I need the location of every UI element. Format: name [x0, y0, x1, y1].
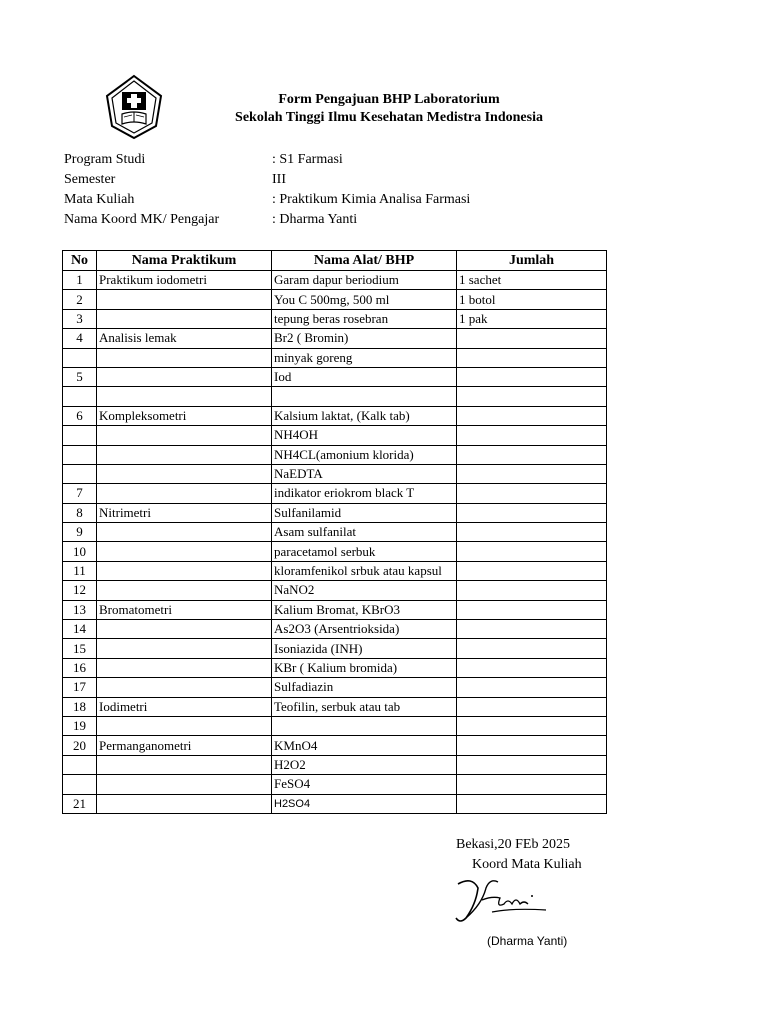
table-row: [63, 736, 607, 755]
cell-nama-alat: NH4CL(amonium klorida): [272, 445, 457, 464]
cell-nama-praktikum: Praktikum iodometri: [97, 271, 272, 290]
cell-jumlah: [457, 348, 607, 367]
cell-jumlah: [457, 464, 607, 483]
info-label: Program Studi: [64, 152, 146, 167]
info-label: Nama Koord MK/ Pengajar: [64, 212, 220, 227]
cell-jumlah: [457, 775, 607, 794]
cell-nama-praktikum: [97, 484, 272, 503]
info-label: Semester: [64, 172, 116, 187]
info-value: III: [272, 172, 286, 187]
cell-nama-alat: kloramfenikol srbuk atau kapsul: [272, 561, 457, 580]
cell-jumlah: [457, 755, 607, 774]
table-body: [63, 271, 607, 814]
cell-jumlah: [457, 794, 607, 813]
header-jumlah: Jumlah: [457, 251, 607, 271]
cell-nama-alat: [272, 387, 457, 406]
cell-no: 21: [63, 794, 97, 813]
handwritten-signature: [452, 874, 552, 926]
cell-nama-praktikum: [97, 581, 272, 600]
cell-nama-alat: Br2 ( Bromin): [272, 329, 457, 348]
cell-nama-praktikum: Analisis lemak: [97, 329, 272, 348]
cell-no: 17: [63, 678, 97, 697]
cell-no: 3: [63, 309, 97, 328]
cell-jumlah: [457, 484, 607, 503]
table-row: [63, 464, 607, 483]
cell-no: [63, 755, 97, 774]
table-row: [63, 755, 607, 774]
table-row: [63, 484, 607, 503]
cell-no: [63, 445, 97, 464]
cell-nama-praktikum: Bromatometri: [97, 600, 272, 619]
cell-nama-alat: Sulfanilamid: [272, 503, 457, 522]
cell-jumlah: [457, 542, 607, 561]
table-row: [63, 523, 607, 542]
cell-jumlah: [457, 736, 607, 755]
cell-nama-praktikum: [97, 639, 272, 658]
cell-nama-praktikum: Permanganometri: [97, 736, 272, 755]
cell-no: [63, 426, 97, 445]
cell-nama-praktikum: [97, 542, 272, 561]
cell-nama-alat: Sulfadiazin: [272, 678, 457, 697]
table-row: [63, 775, 607, 794]
table-row: [63, 639, 607, 658]
cell-nama-praktikum: [97, 658, 272, 677]
cell-nama-alat: You C 500mg, 500 ml: [272, 290, 457, 309]
table-row: [63, 794, 607, 813]
signer-role: Koord Mata Kuliah: [472, 857, 582, 872]
info-row-semester: [64, 170, 584, 190]
cell-nama-alat: KMnO4: [272, 736, 457, 755]
cell-jumlah: [457, 581, 607, 600]
cell-nama-praktikum: Nitrimetri: [97, 503, 272, 522]
cell-nama-praktikum: Iodimetri: [97, 697, 272, 716]
table-row: [63, 600, 607, 619]
table-row: [63, 309, 607, 328]
cell-no: 15: [63, 639, 97, 658]
cell-nama-alat: minyak goreng: [272, 348, 457, 367]
info-label: Mata Kuliah: [64, 192, 135, 207]
cell-no: [63, 348, 97, 367]
cell-nama-alat: indikator eriokrom black T: [272, 484, 457, 503]
cell-jumlah: [457, 426, 607, 445]
cell-no: 9: [63, 523, 97, 542]
cell-nama-praktikum: [97, 716, 272, 735]
info-value: : Praktikum Kimia Analisa Farmasi: [272, 192, 471, 207]
cell-no: [63, 775, 97, 794]
cell-nama-praktikum: [97, 464, 272, 483]
course-info: [64, 150, 584, 230]
cell-no: 14: [63, 620, 97, 639]
cell-no: 6: [63, 406, 97, 425]
info-row-program-studi: [64, 150, 584, 170]
title-line-2: Sekolah Tinggi Ilmu Kesehatan Medistra Indonesia: [235, 110, 543, 125]
cell-jumlah: [457, 678, 607, 697]
cell-nama-praktikum: [97, 775, 272, 794]
table-row: [63, 678, 607, 697]
info-value: : S1 Farmasi: [272, 152, 343, 167]
cell-nama-alat: Asam sulfanilat: [272, 523, 457, 542]
cell-nama-praktikum: Kompleksometri: [97, 406, 272, 425]
cell-nama-praktikum: [97, 309, 272, 328]
cell-no: 1: [63, 271, 97, 290]
cell-no: 18: [63, 697, 97, 716]
header-nama-alat: Nama Alat/ BHP: [272, 251, 457, 271]
table-row: [63, 445, 607, 464]
cell-no: [63, 387, 97, 406]
cell-nama-alat: H2O2: [272, 755, 457, 774]
cell-nama-alat: Kalium Bromat, KBrO3: [272, 600, 457, 619]
cell-jumlah: [457, 697, 607, 716]
cell-jumlah: 1 sachet: [457, 271, 607, 290]
cell-no: 10: [63, 542, 97, 561]
cell-jumlah: [457, 639, 607, 658]
cell-jumlah: [457, 523, 607, 542]
table-row: [63, 581, 607, 600]
cell-jumlah: 1 botol: [457, 290, 607, 309]
cell-nama-alat: H2SO4: [272, 794, 457, 813]
info-row-mata-kuliah: [64, 190, 584, 210]
cell-nama-alat: NaEDTA: [272, 464, 457, 483]
cell-no: 7: [63, 484, 97, 503]
cell-nama-praktikum: [97, 348, 272, 367]
cell-nama-alat: Kalsium laktat, (Kalk tab): [272, 406, 457, 425]
form-title: [200, 91, 578, 127]
cell-nama-praktikum: [97, 387, 272, 406]
cell-jumlah: [457, 367, 607, 386]
cell-jumlah: [457, 406, 607, 425]
cell-nama-praktikum: [97, 426, 272, 445]
cell-no: 2: [63, 290, 97, 309]
cell-no: 5: [63, 367, 97, 386]
place-date: Bekasi,20 FEb 2025: [456, 837, 570, 852]
table-row: [63, 503, 607, 522]
cell-jumlah: [457, 387, 607, 406]
cell-no: 13: [63, 600, 97, 619]
cell-no: 12: [63, 581, 97, 600]
cell-no: 19: [63, 716, 97, 735]
table-header-row: [63, 251, 607, 271]
cell-nama-praktikum: [97, 678, 272, 697]
table-row: [63, 348, 607, 367]
cell-nama-alat: Garam dapur beriodium: [272, 271, 457, 290]
cell-jumlah: [457, 561, 607, 580]
table-row: [63, 620, 607, 639]
table-row: [63, 716, 607, 735]
institution-logo: [104, 74, 164, 140]
cell-nama-alat: FeSO4: [272, 775, 457, 794]
table-row: [63, 406, 607, 425]
cell-nama-alat: Isoniazida (INH): [272, 639, 457, 658]
cell-jumlah: 1 pak: [457, 309, 607, 328]
cell-nama-alat: KBr ( Kalium bromida): [272, 658, 457, 677]
cell-no: 11: [63, 561, 97, 580]
cell-jumlah: [457, 600, 607, 619]
table-row: [63, 426, 607, 445]
cell-nama-alat: Teofilin, serbuk atau tab: [272, 697, 457, 716]
table-row: [63, 387, 607, 406]
cell-jumlah: [457, 329, 607, 348]
cell-nama-praktikum: [97, 620, 272, 639]
table-row: [63, 271, 607, 290]
cell-nama-alat: paracetamol serbuk: [272, 542, 457, 561]
cell-jumlah: [457, 658, 607, 677]
cell-jumlah: [457, 445, 607, 464]
info-value: : Dharma Yanti: [272, 212, 358, 227]
cell-nama-praktikum: [97, 523, 272, 542]
title-line-1: Form Pengajuan BHP Laboratorium: [278, 92, 500, 107]
table-row: [63, 542, 607, 561]
header-no: No: [63, 251, 97, 271]
cell-jumlah: [457, 716, 607, 735]
cell-nama-alat: As2O3 (Arsentrioksida): [272, 620, 457, 639]
bhp-table: [62, 250, 607, 814]
cell-nama-alat: [272, 716, 457, 735]
cell-no: [63, 464, 97, 483]
cell-nama-praktikum: [97, 755, 272, 774]
signer-name: (Dharma Yanti): [487, 934, 568, 948]
cell-no: 20: [63, 736, 97, 755]
cell-nama-alat: NH4OH: [272, 426, 457, 445]
table-row: [63, 697, 607, 716]
table-row: [63, 658, 607, 677]
cell-nama-alat: Iod: [272, 367, 457, 386]
table-row: [63, 290, 607, 309]
header-nama-praktikum: Nama Praktikum: [97, 251, 272, 271]
cell-no: 16: [63, 658, 97, 677]
cell-nama-praktikum: [97, 290, 272, 309]
cell-nama-praktikum: [97, 794, 272, 813]
table-row: [63, 329, 607, 348]
cell-nama-alat: NaNO2: [272, 581, 457, 600]
table-row: [63, 367, 607, 386]
cell-no: 8: [63, 503, 97, 522]
cell-nama-praktikum: [97, 445, 272, 464]
cell-jumlah: [457, 503, 607, 522]
cell-jumlah: [457, 620, 607, 639]
cell-nama-praktikum: [97, 561, 272, 580]
cell-nama-praktikum: [97, 367, 272, 386]
info-row-koordinator: [64, 210, 584, 230]
table-row: [63, 561, 607, 580]
cell-no: 4: [63, 329, 97, 348]
cell-nama-alat: tepung beras rosebran: [272, 309, 457, 328]
